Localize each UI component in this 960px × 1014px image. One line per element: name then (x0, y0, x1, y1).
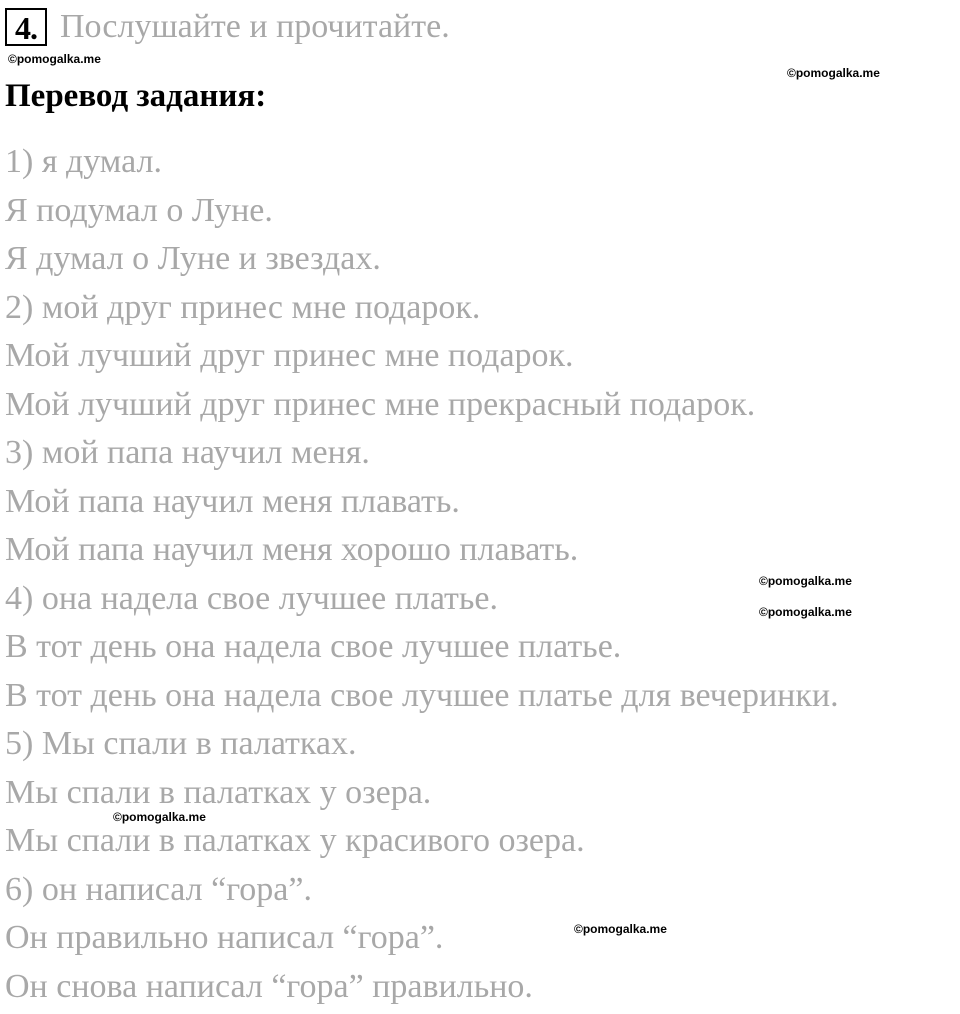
text-line: Мой папа научил меня плавать. (5, 481, 839, 530)
task-title: Послушайте и прочитайте. (60, 6, 450, 48)
text-line: Мы спали в палатках у красивого озера. (5, 820, 839, 869)
watermark: ©pomogalka.me (759, 574, 852, 588)
text-line: Он правильно написал “гора”. (5, 917, 839, 966)
translation-heading: Перевод задания: (5, 75, 266, 117)
text-line: Мой папа научил меня хорошо плавать. (5, 529, 839, 578)
text-line: 2) мой друг принес мне подарок. (5, 287, 839, 336)
text-line: 1) я думал. (5, 141, 839, 190)
watermark: ©pomogalka.me (787, 66, 880, 80)
text-line: Я подумал о Луне. (5, 190, 839, 239)
task-number-box: 4. (5, 8, 47, 46)
text-line: 3) мой папа научил меня. (5, 432, 839, 481)
text-line: 5) Мы спали в палатках. (5, 723, 839, 772)
text-line: В тот день она надела свое лучшее платье для вечеринки. (5, 675, 839, 724)
watermark: ©pomogalka.me (574, 922, 667, 936)
text-line: Мой лучший друг принес мне подарок. (5, 335, 839, 384)
text-line: В тот день она надела свое лучшее платье. (5, 626, 839, 675)
text-line: 6) он написал “гора”. (5, 869, 839, 918)
text-line: Я думал о Луне и звездах. (5, 238, 839, 287)
watermark: ©pomogalka.me (8, 52, 101, 66)
text-line: Он снова написал “гора” правильно. (5, 966, 839, 1014)
text-line: Мой лучший друг принес мне прекрасный подарок. (5, 384, 839, 433)
translation-lines (5, 141, 839, 1014)
text-line: 4) она надела свое лучшее платье. (5, 578, 839, 627)
watermark: ©pomogalka.me (113, 810, 206, 824)
watermark: ©pomogalka.me (759, 605, 852, 619)
text-line: Мы спали в палатках у озера. (5, 772, 839, 821)
